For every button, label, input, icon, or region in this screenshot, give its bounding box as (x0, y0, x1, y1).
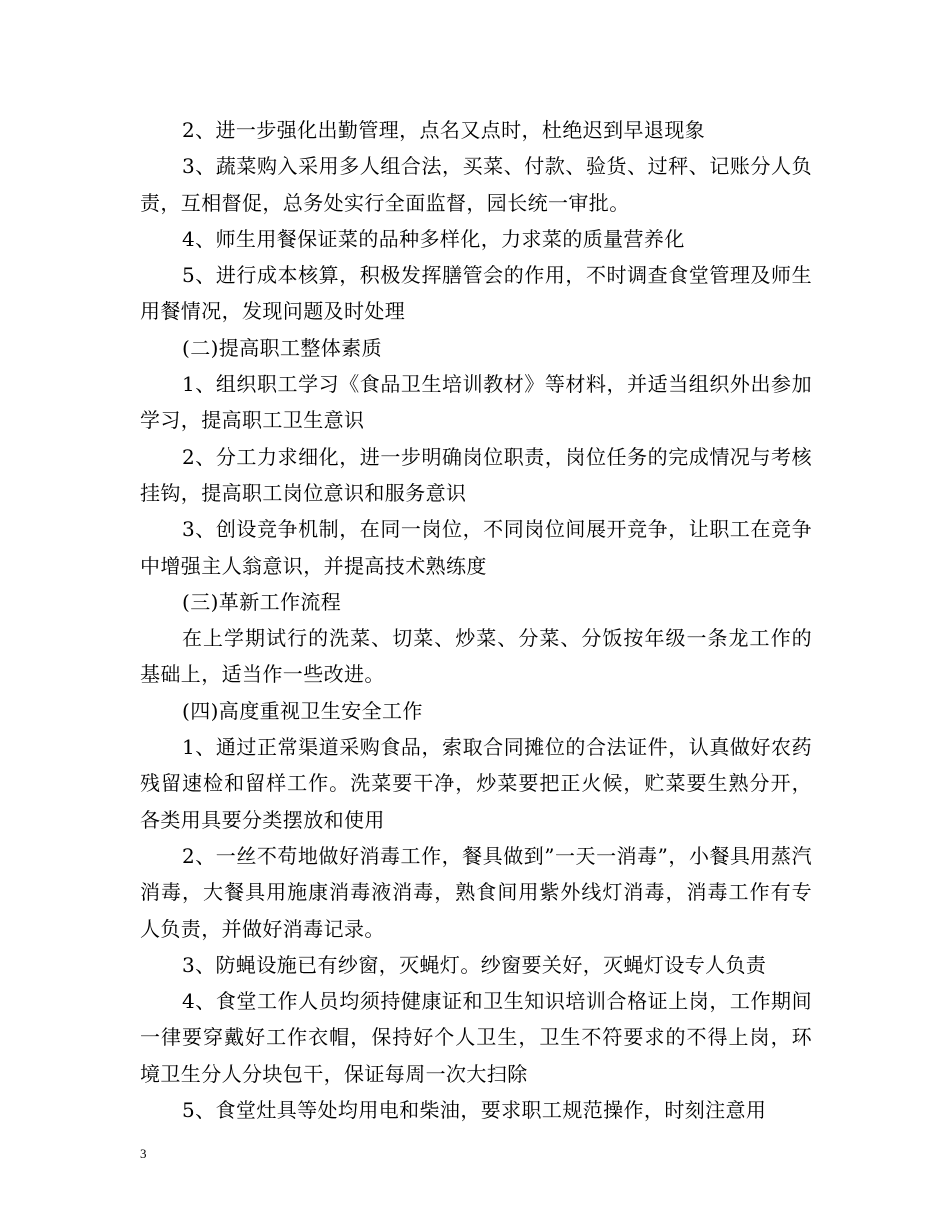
document-body (140, 112, 812, 1128)
section-heading-staff-quality: (二)提高职工整体素质 (182, 335, 383, 360)
paragraph-disinfection: 2、一丝不苟地做好消毒工作，餐具做到”一天一消毒”，小餐具用蒸汽消毒，大餐具用施康消毒液消毒，熟食间用紫外线灯消毒，消毒工作有专人负责，并做好消毒记录。 (140, 843, 812, 941)
paragraph-cost-accounting: 5、进行成本核算，积极发挥膳管会的作用，不时调查食堂管理及师生用餐情况，发现问题及时处理 (140, 263, 812, 324)
section-heading-workflow: (三)革新工作流程 (182, 589, 342, 614)
paragraph-workflow-improvement: 在上学期试行的洗菜、切菜、炒菜、分菜、分饭按年级一条龙工作的基础上，适当作一些改进。 (140, 626, 812, 687)
paragraph-attendance: 2、进一步强化出勤管理，点名又点时，杜绝迟到早退现象 (182, 118, 706, 142)
paragraph-stove-safety: 5、食堂灶具等处均用电和柴油，要求职工规范操作，时刻注意用 (182, 1098, 767, 1123)
page-number: 3 (140, 1146, 147, 1161)
paragraph-division-of-labor: 2、分工力求细化，进一步明确岗位职责，岗位任务的完成情况与考核挂钩，提高职工岗位意识和服务意识 (140, 444, 812, 505)
paragraph-competition: 3、创设竞争机制，在同一岗位，不同岗位间展开竞争，让职工在竞争中增强主人翁意识，并提高技术熟练度 (140, 517, 812, 578)
paragraph-vegetable-purchase: 3、蔬菜购入采用多人组合法，买菜、付款、验货、过秤、记账分人负责，互相督促，总务处实行全面监督，园长统一审批。 (140, 154, 812, 215)
paragraph-fly-prevention: 3、防蝇设施已有纱窗，灭蝇灯。纱窗要关好，灭蝇灯设专人负责 (182, 952, 767, 977)
paragraph-health-certificates: 4、食堂工作人员均须持健康证和卫生知识培训合格证上岗，工作期间一律要穿戴好工作衣帽，保持好个人卫生，卫生不符要求的不得上岗，环境卫生分人分块包干，保证每周一次大扫除 (140, 989, 812, 1086)
paragraph-meal-variety: 4、师生用餐保证菜的品种多样化，力求菜的质量营养化 (182, 226, 685, 251)
paragraph-staff-training: 1、组织职工学习《食品卫生培训教材》等材料，并适当组织外出参加学习，提高职工卫生意识 (140, 372, 812, 433)
section-heading-hygiene-safety: (四)高度重视卫生安全工作 (182, 698, 423, 723)
paragraph-food-procurement: 1、通过正常渠道采购食品，索取合同摊位的合法证件，认真做好农药残留速检和留样工作。洗菜要干净，炒菜要把正火候，贮菜要生熟分开，各类用具要分类摆放和使用 (140, 735, 812, 832)
